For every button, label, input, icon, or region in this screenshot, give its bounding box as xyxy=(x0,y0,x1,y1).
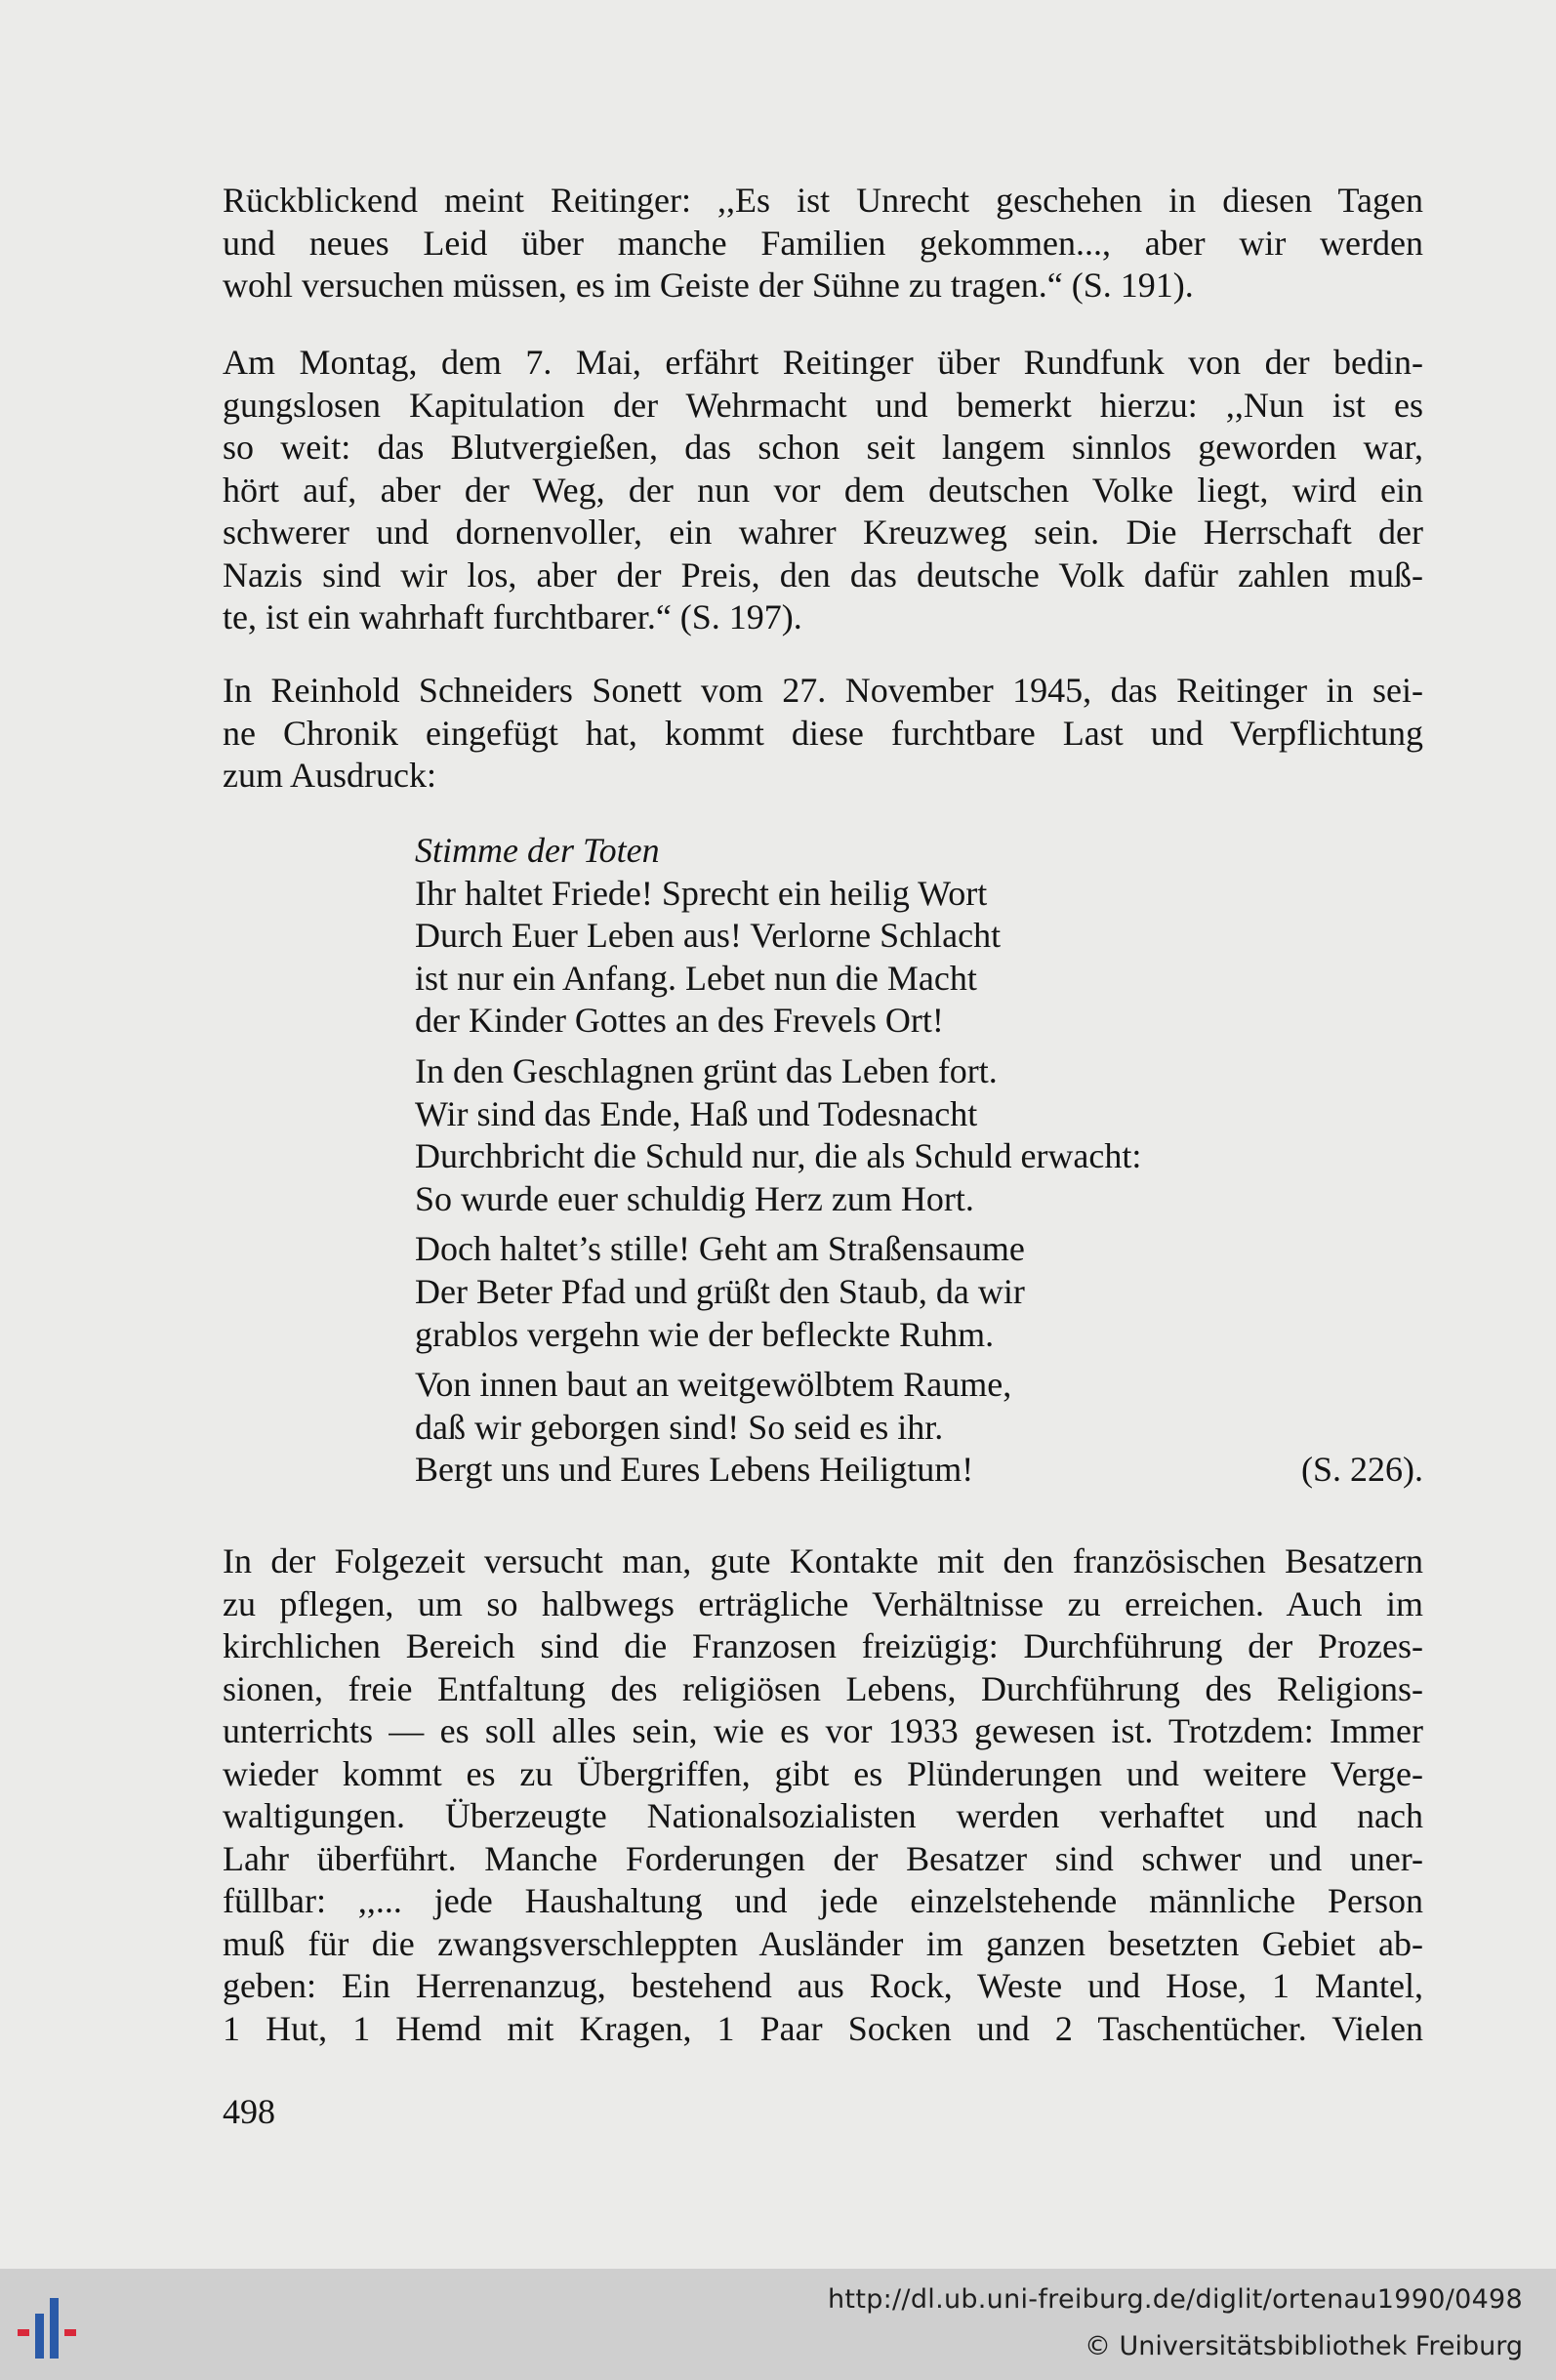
text-line: so weit: das Blutvergießen, das schon seit langem sinnlos geworden war, xyxy=(223,428,1423,467)
text-line: In der Folgezeit versucht man, gute Kontakte mit den französischen Besatzern xyxy=(223,1541,1423,1580)
text-line: Lahr überführt. Manche Forderungen der Besatzer sind schwer und uner- xyxy=(223,1838,1423,1878)
paragraph-2 xyxy=(223,342,1423,639)
paragraph-4 xyxy=(223,1540,1423,2050)
text-line: und neues Leid über manche Familien gekommen..., aber wir werden xyxy=(223,223,1423,263)
text-line: zu pflegen, um so halbwegs erträgliche Verhältnisse zu erreichen. Auch im xyxy=(223,1583,1423,1623)
text-line: wieder kommt es zu Übergriffen, gibt es Plünderungen und weitere Verge- xyxy=(223,1753,1423,1793)
text-line: geben: Ein Herrenanzug, bestehend aus Rock, Weste und Hose, 1 Mantel, xyxy=(223,1966,1423,2005)
ub-freiburg-logo-icon xyxy=(18,2290,98,2368)
text-line: te, ist ein wahrhaft furchtbarer.“ (S. 197). xyxy=(223,597,802,636)
text-line: hört auf, aber der Weg, der nun vor dem deutschen Volke liegt, wird ein xyxy=(223,470,1423,510)
footer-bar xyxy=(0,2269,1556,2380)
poem-stanza-2 xyxy=(415,1050,1423,1220)
poem-line: Doch haltet’s stille! Geht am Straßensaume xyxy=(415,1229,1025,1269)
poem-line: Ihr haltet Friede! Sprecht ein heilig Wort xyxy=(415,873,988,913)
poem-line: Durch Euer Leben aus! Verlorne Schlacht xyxy=(415,916,1002,956)
text-line: In Reinhold Schneiders Sonett vom 27. November 1945, das Reitinger in sei- xyxy=(223,671,1423,710)
poem-line: Durchbricht die Schuld nur, die als Schuld erwacht: xyxy=(415,1136,1142,1176)
paragraph-3 xyxy=(223,670,1423,798)
text-line: ne Chronik eingefügt hat, kommt diese furchtbare Last und Verpflichtung xyxy=(223,713,1423,753)
poem-line: grablos vergehn wie der befleckte Ruhm. xyxy=(415,1314,995,1354)
text-line: kirchlichen Bereich sind die Franzosen freizügig: Durchführung der Prozes- xyxy=(223,1626,1423,1665)
paragraph-1 xyxy=(223,180,1423,308)
text-line: zum Ausdruck: xyxy=(223,756,436,795)
text-line: gungslosen Kapitulation der Wehrmacht und bemerkt hierzu: ,,Nun ist es xyxy=(223,385,1423,425)
poem-stanza-4 xyxy=(415,1364,1423,1492)
text-line: füllbar: ,,... jede Haushaltung und jede einzelstehende männliche Person xyxy=(223,1881,1423,1920)
text-line: unterrichts — es soll alles sein, wie es vor 1933 gewesen ist. Trotzdem: Immer xyxy=(223,1711,1423,1750)
poem-line: Von innen baut an weitgewölbtem Raume, xyxy=(415,1365,1012,1405)
poem-stanza-1 xyxy=(415,873,1423,1043)
poem-stanza-3 xyxy=(415,1228,1423,1356)
text-line: Nazis sind wir los, aber der Preis, den das deutsche Volk dafür zahlen muß- xyxy=(223,554,1423,595)
text-line: waltigungen. Überzeugte Nationalsozialisten werden verhaftet und nach xyxy=(223,1796,1423,1835)
sonnet xyxy=(415,830,1423,1492)
poem-line: der Kinder Gottes an des Frevels Ort! xyxy=(415,1001,944,1041)
copyright-text: © Universitätsbibliothek Freiburg xyxy=(1084,2331,1523,2361)
poem-line: So wurde euer schuldig Herz zum Hort. xyxy=(415,1178,974,1218)
poem-title: Stimme der Toten xyxy=(415,831,660,870)
text-line: wohl versuchen müssen, es im Geiste der Sühne zu tragen.“ (S. 191). xyxy=(223,266,1194,305)
text-line: 1 Hut, 1 Hemd mit Kragen, 1 Paar Socken und 2 Taschentücher. Vielen xyxy=(223,2008,1423,2048)
poem-line: Bergt uns und Eures Lebens Heiligtum! xyxy=(415,1450,974,1490)
text-line: Am Montag, dem 7. Mai, erfährt Reitinger über Rundfunk von der bedin- xyxy=(223,343,1423,382)
text-line: muß für die zwangsverschleppten Ausländer im ganzen besetzten Gebiet ab- xyxy=(223,1923,1423,1963)
poem-line: Der Beter Pfad und grüßt den Staub, da wir xyxy=(415,1271,1025,1311)
poem-line: ist nur ein Anfang. Lebet nun die Macht xyxy=(415,958,977,998)
text-line: schwerer und dornenvoller, ein wahrer Kreuzweg sein. Die Herrschaft der xyxy=(223,513,1423,552)
poem-line: Wir sind das Ende, Haß und Todesnacht xyxy=(415,1093,978,1133)
text-line: Rückblickend meint Reitinger: ,,Es ist Unrecht geschehen in diesen Tagen xyxy=(223,181,1423,220)
poem-line: daß wir geborgen sind! So seid es ihr. xyxy=(415,1407,944,1447)
text-line: sionen, freie Entfaltung des religiösen Lebens, Durchführung des Religions- xyxy=(223,1668,1423,1708)
page-number: 498 xyxy=(223,2092,275,2131)
source-url-link[interactable]: http://dl.ub.uni-freiburg.de/diglit/ortenau1990/0498 xyxy=(828,2284,1523,2315)
poem-citation: (S. 226). xyxy=(1301,1450,1423,1490)
poem-line: In den Geschlagnen grünt das Leben fort. xyxy=(415,1050,998,1090)
poem-last-line xyxy=(415,1449,1423,1492)
